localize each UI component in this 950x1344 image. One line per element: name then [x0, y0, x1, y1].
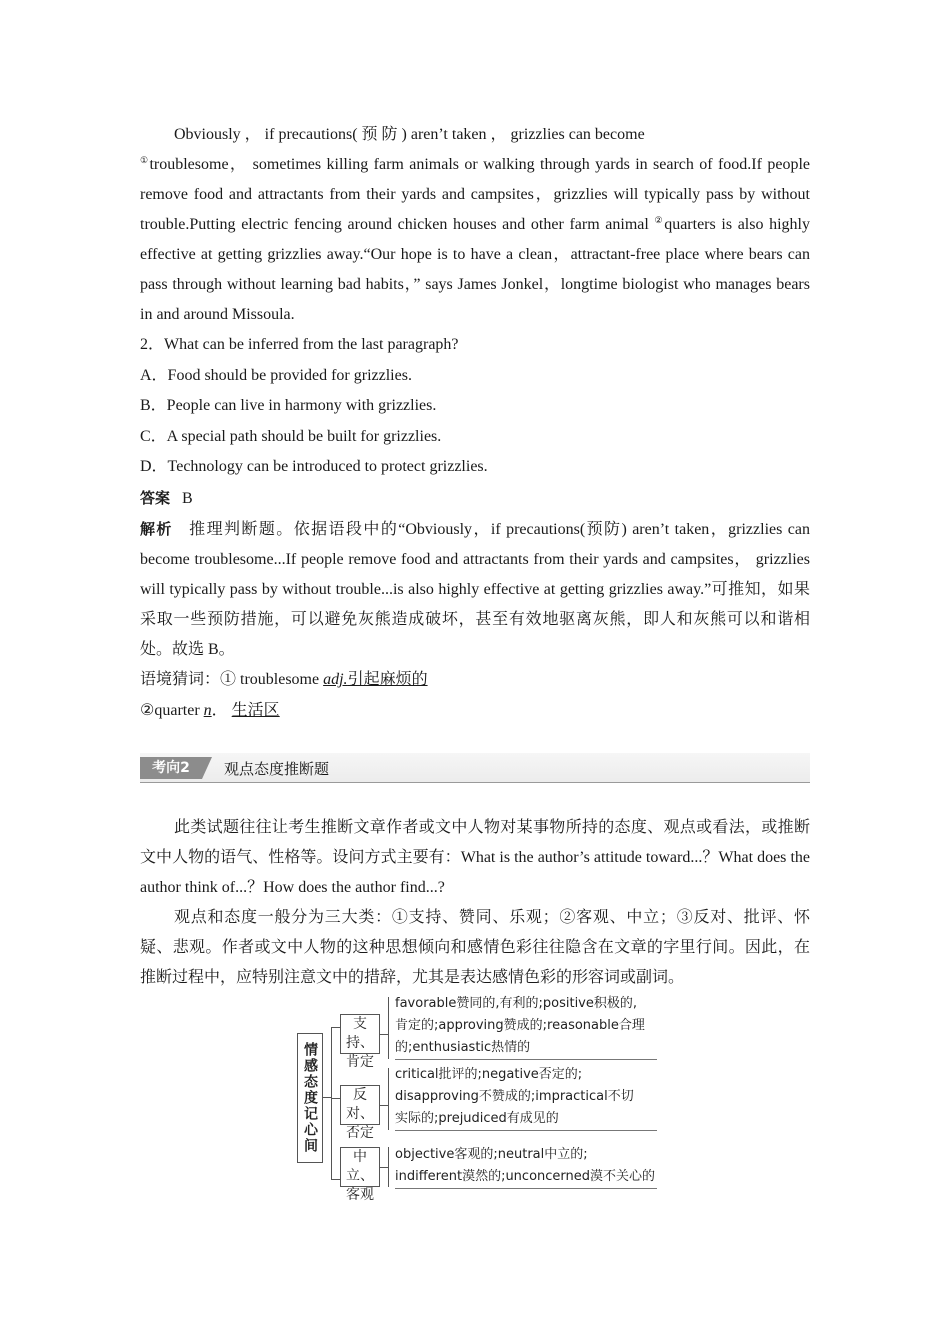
option-a: A．Food should be provided for grizzlies.: [140, 366, 412, 384]
footnote-marker-2: ②: [654, 215, 665, 225]
category-oppose-line1: 反对、: [346, 1087, 374, 1122]
section-tag: 考向2: [140, 757, 202, 779]
vocab-line-1: [140, 665, 810, 696]
analysis-paragraph: [140, 514, 810, 665]
vocab-2-meaning: 生活区: [231, 701, 280, 719]
vocab-1-word: 语境猜词：① troublesome: [140, 671, 324, 688]
vocab-2-pos: n: [203, 701, 212, 719]
option-b: B．People can live in harmony with grizzlies.: [140, 397, 437, 414]
leaf-support-terms: [395, 993, 657, 1060]
category-box-oppose: [340, 1085, 380, 1141]
category-box-support: [340, 1014, 380, 1070]
leaf-oppose-line-2: disapproving不赞成的;impractical不切: [395, 1089, 634, 1104]
category-box-neutral: [340, 1147, 380, 1203]
option-d: D．Technology can be introduced to protect grizzlies.: [140, 458, 488, 475]
leaf-support-line-3: 的;enthusiastic热情的: [395, 1040, 531, 1055]
trunk-line: [331, 1027, 332, 1179]
section-title: 观点态度推断题: [224, 760, 330, 778]
vocab-2-sep: ．: [211, 701, 228, 719]
leaf-oppose-line-1: critical批评的;negative否定的;: [395, 1067, 583, 1082]
vocab-1-pos: adj.: [323, 671, 348, 688]
diagram-root-box: [297, 1033, 323, 1163]
vocab-1-meaning: 引起麻烦的: [347, 671, 428, 688]
leaf-oppose-line-3: 实际的;prejudiced有成见的: [395, 1111, 559, 1126]
leaf-oppose-terms: [395, 1064, 657, 1131]
passage-text-2: troublesome， sometimes killing farm animals or walking through yards in search of food.If people remove food and attractants from their yards and campsites，grizzlies will typically pass by without trouble.Putting electric fencing around chicken houses and other farm animal: [140, 156, 810, 233]
category-oppose-line2: 否定: [346, 1125, 374, 1141]
branch-connector-1: [331, 1027, 340, 1028]
answer-value: B: [182, 489, 193, 507]
root-connector: [323, 1097, 331, 1098]
category-support-line2: 肯定: [346, 1054, 374, 1070]
section-header: [140, 753, 810, 783]
leaf-neutral-line-1: objective客观的;neutral中立的;: [395, 1147, 588, 1162]
leaf-connector-3: [380, 1167, 388, 1168]
leaf-support-line-2: 肯定的;approving赞成的;reasonable合理: [395, 1018, 645, 1033]
footnote-marker-1: ①: [140, 155, 150, 165]
vocab-line-2: [140, 696, 810, 727]
leaf-bracket-2: [388, 1068, 389, 1130]
passage-section: [140, 120, 810, 726]
leaf-support-line-1: favorable赞同的,有利的;positive积极的,: [395, 996, 637, 1011]
leaf-neutral-line-2: indifferent漠然的;unconcerned漠不关心的: [395, 1169, 656, 1184]
passage-text-1: Obviously ， if precautions( 预 防 ) aren’t taken ， grizzlies can become: [174, 126, 645, 143]
leaf-bracket-1: [388, 997, 389, 1059]
diagram-root-label: 情感态度记心间: [302, 1042, 318, 1154]
leaf-bracket-3: [388, 1147, 389, 1187]
analysis-label: 解析: [140, 520, 173, 538]
attitude-diagram: [295, 993, 665, 1203]
leaf-connector-1: [380, 1034, 388, 1035]
leaf-neutral-terms: [395, 1144, 657, 1189]
passage-paragraph: [140, 120, 810, 330]
branch-connector-2: [331, 1098, 340, 1099]
option-c: C．A special path should be built for grizzlies.: [140, 427, 442, 445]
intro-section: [140, 813, 810, 993]
answer-line: [140, 483, 810, 515]
question-stem: 2．What can be inferred from the last paragraph?: [140, 336, 459, 353]
category-support-line1: 支持、: [346, 1016, 374, 1051]
branch-connector-3: [331, 1179, 340, 1180]
category-neutral-line2: 客观: [346, 1187, 374, 1203]
intro-paragraph-2: 观点和态度一般分为三大类：①支持、赞同、乐观；②客观、中立；③反对、批评、怀疑、悲观。作者或文中人物的这种思想倾向和感情色彩往往隐含在文章的字里行间。因此，在推断过程中，应特别注意文中的措辞，尤其是表达感情色彩的形容词或副词。: [140, 909, 810, 986]
leaf-connector-2: [380, 1105, 388, 1106]
category-neutral-line1: 中立、: [346, 1149, 374, 1184]
analysis-text: 推理判断题。依据语段中的“Obviously，if precautions(预防) aren’t taken，grizzlies can become troublesome...If people remove food and attractants from their yards and campsites， grizzlies will typically pass by without trouble...is also highly effective at getting grizzlies away.”可推知，如果采取一些预防措施，可以避免灰熊造成破坏，甚至有效地驱离灰熊，即人和灰熊可以和谐相处。故选 B。: [140, 521, 811, 658]
answer-label: 答案: [140, 488, 171, 507]
passage-text-3: quarters is also highly effective at getting grizzlies away.“Our hope is to have a clean，attractant-free place where bears can pass through without learning bad habits，” says James Jonkel，longtime biologist who manages bears in and around Missoula.: [140, 216, 810, 323]
vocab-2-word: ②quarter: [140, 701, 204, 719]
intro-paragraph-1: 此类试题往往让考生推断文章作者或文中人物对某事物所持的态度、观点或看法，或推断文中人物的语气、性格等。设问方式主要有：What is the author’s attitude toward...？What does the author think of...？How does the author find...?: [140, 819, 810, 896]
